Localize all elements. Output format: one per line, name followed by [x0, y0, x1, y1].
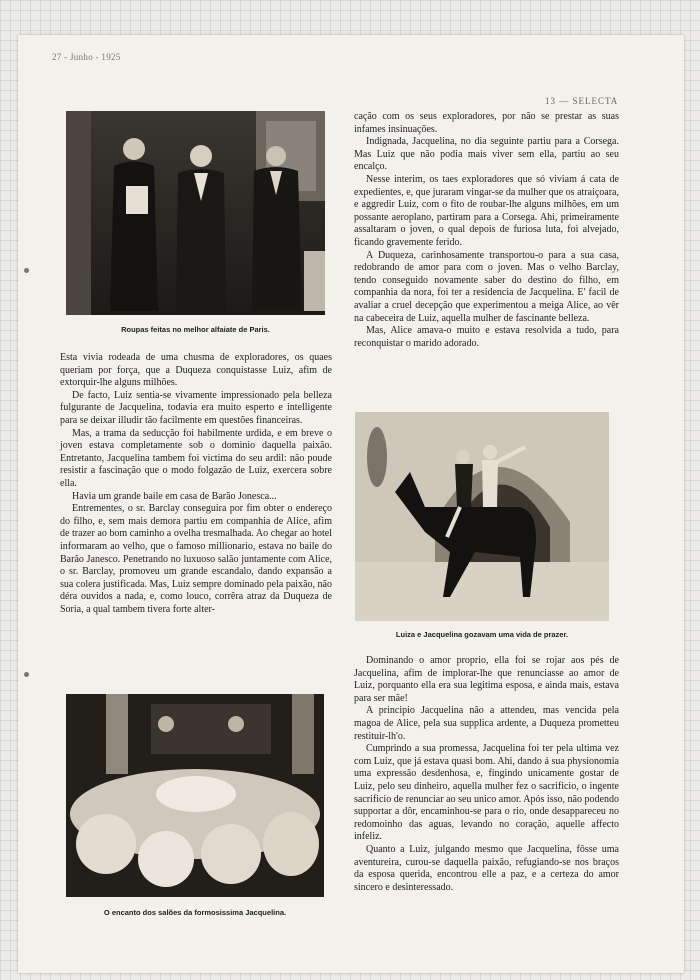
paragraph: Mas, Alice amava-o muito e estava resolvida a tudo, para reconquistar o marido adorado. [354, 325, 619, 349]
caption-photo-ballroom: O encanto dos salões da formosissima Jacquelina. [103, 908, 287, 917]
left-column-text [60, 352, 332, 616]
paragraph: Esta vivia rodeada de uma chusma de exploradores, os quaes queriam por força, que a Duqueza conquistasse Luiz, afim de extorquir-lhe alguns milhões. [60, 352, 332, 389]
paragraph: Quanto a Luiz, julgando mesmo que Jacquelina, fôsse uma aventureira, curou-se daquella paixão, refugiando-se nos braços da esposa querida, encontrou elle a paz, e a certeza do amor sincero e desinteressado. [354, 843, 619, 893]
paragraph: De facto, Luiz sentia-se vivamente impressionado pela belleza fulgurante de Jacquelina, todavia era muito esperto e intelligente para se deixar illudir tão facilmente em questões financeiras. [60, 389, 332, 426]
photo-women-on-horse-illustration [355, 412, 609, 621]
binding-hole [24, 268, 29, 273]
paragraph: Havia um grande baile em casa de Barão Jonesca... [72, 490, 277, 502]
right-column-bottom-text [354, 655, 619, 894]
paragraph: A principio Jacquelina não a attendeu, mas vencida pela magoa de Alice, pela sua supplica ardente, a Duqueza prometteu restituir-lh'o. [354, 705, 619, 742]
photo-ballroom-illustration [66, 694, 324, 897]
right-column-top-text [354, 111, 619, 350]
page-number-magazine: 13 — SELECTA [545, 96, 619, 106]
caption-photo-men: Roupas feitas no melhor alfaiate de Paris. [121, 325, 270, 334]
paragraph: A Duqueza, carinhosamente transportou-o para a sua casa, redobrando de amor para com o joven. Mas o velho Barclay, tendo conseguido novamente saber do destino do filho, em companhia da nora, foi ter a residencia de Jacquelina. E' facil de avaliar a cruel decepção que experimentou a meiga Alice, ao vêr na cabeceira de Luiz, aquella mulher de fascinante belleza. [354, 249, 619, 324]
paragraph: Indignada, Jacquelina, no dia seguinte partiu para a Corsega. Mas Luiz que não podia mais viver sem ella, partiu ao seu encalço. [354, 136, 619, 173]
paragraph: Nesse interim, os taes exploradores que só viviam á cata de expedientes, e, que juraram vingar-se da mulher que os atraiçoara, e aggredir Luiz, com o fito de roubar-lhe alguns milhões, em um possante aeroplano, partiram para a Corsega. Ahi, primeiramente assaltaram o joven, o qual depois de furiosa luta, foi alvejado, ficando gravemente ferido. [354, 173, 619, 248]
issue-date: 27 - Junho - 1925 [52, 52, 121, 62]
paragraph: Dominando o amor proprio, ella foi se rojar aos pés de Jacquelina, afim de implorar-lhe que renunciasse ao amor de Luiz, porquanto ella era sua legitima esposa, e ainda mais, estava para ser mãe! [354, 655, 619, 704]
photo-ballroom [66, 694, 324, 897]
caption-photo-horse: Luiza e Jacquelina gozavam uma vida de prazer. [395, 630, 569, 639]
paragraph: Entrementes, o sr. Barclay conseguira por fim obter o endereço do filho, e, sem mais demora partiu em companhia de Alice, afim de trazer ao bom caminho a ovelha tresmalhada. Ao chegar ao hotel informaram ao velho, que o famoso millionario, estava no baile do Barão Janesco. Penetrando no luxuoso salão juntamente com Alice, o sr. Barclay, promoveu um grande escandalo, dando expansão a sua colera justificada. Mas, Luiz sempre dominado pela paixão, não déra ouvidos a nada, e, como louco, corrêra atraz da Duqueza de Soria, a qual tambem tivera forte alter- [60, 503, 332, 615]
binding-hole [24, 672, 29, 677]
photo-men-in-suits-illustration [66, 111, 325, 315]
photo-men-in-suits [66, 111, 325, 315]
paragraph: Cumprindo a sua promessa, Jacquelina foi ter pela ultima vez com Luiz, que já estava quasi bom. Ahi, dando á sua physionomia uma expressão desdenhosa, e, fingindo unicamente gostar de Luiz, pelo seu dinheiro, aquella mulher fez o sacrificio, o ingente sacrificio de renunciar ao seu unico amor. Após isso, não podendo supportar a dôr, encaminhou-se para o rio, onde desappareceu no redomoinho das aguas, levando no coração, aquelle affecto infeliz. [354, 743, 619, 843]
paragraph: Mas, a trama da seducção foi habilmente urdida, e em breve o joven estava completamente sob o dominio daquella paixão. Entretanto, Jacquelina tambem foi victima do seu ardil: não poude resistir a fascinação que o modo folgazão de Luiz, exercera sobre ella. [60, 427, 332, 489]
photo-women-on-horse [355, 412, 609, 621]
paragraph: cação com os seus exploradores, por não se prestar as suas infames insinuações. [354, 111, 619, 135]
